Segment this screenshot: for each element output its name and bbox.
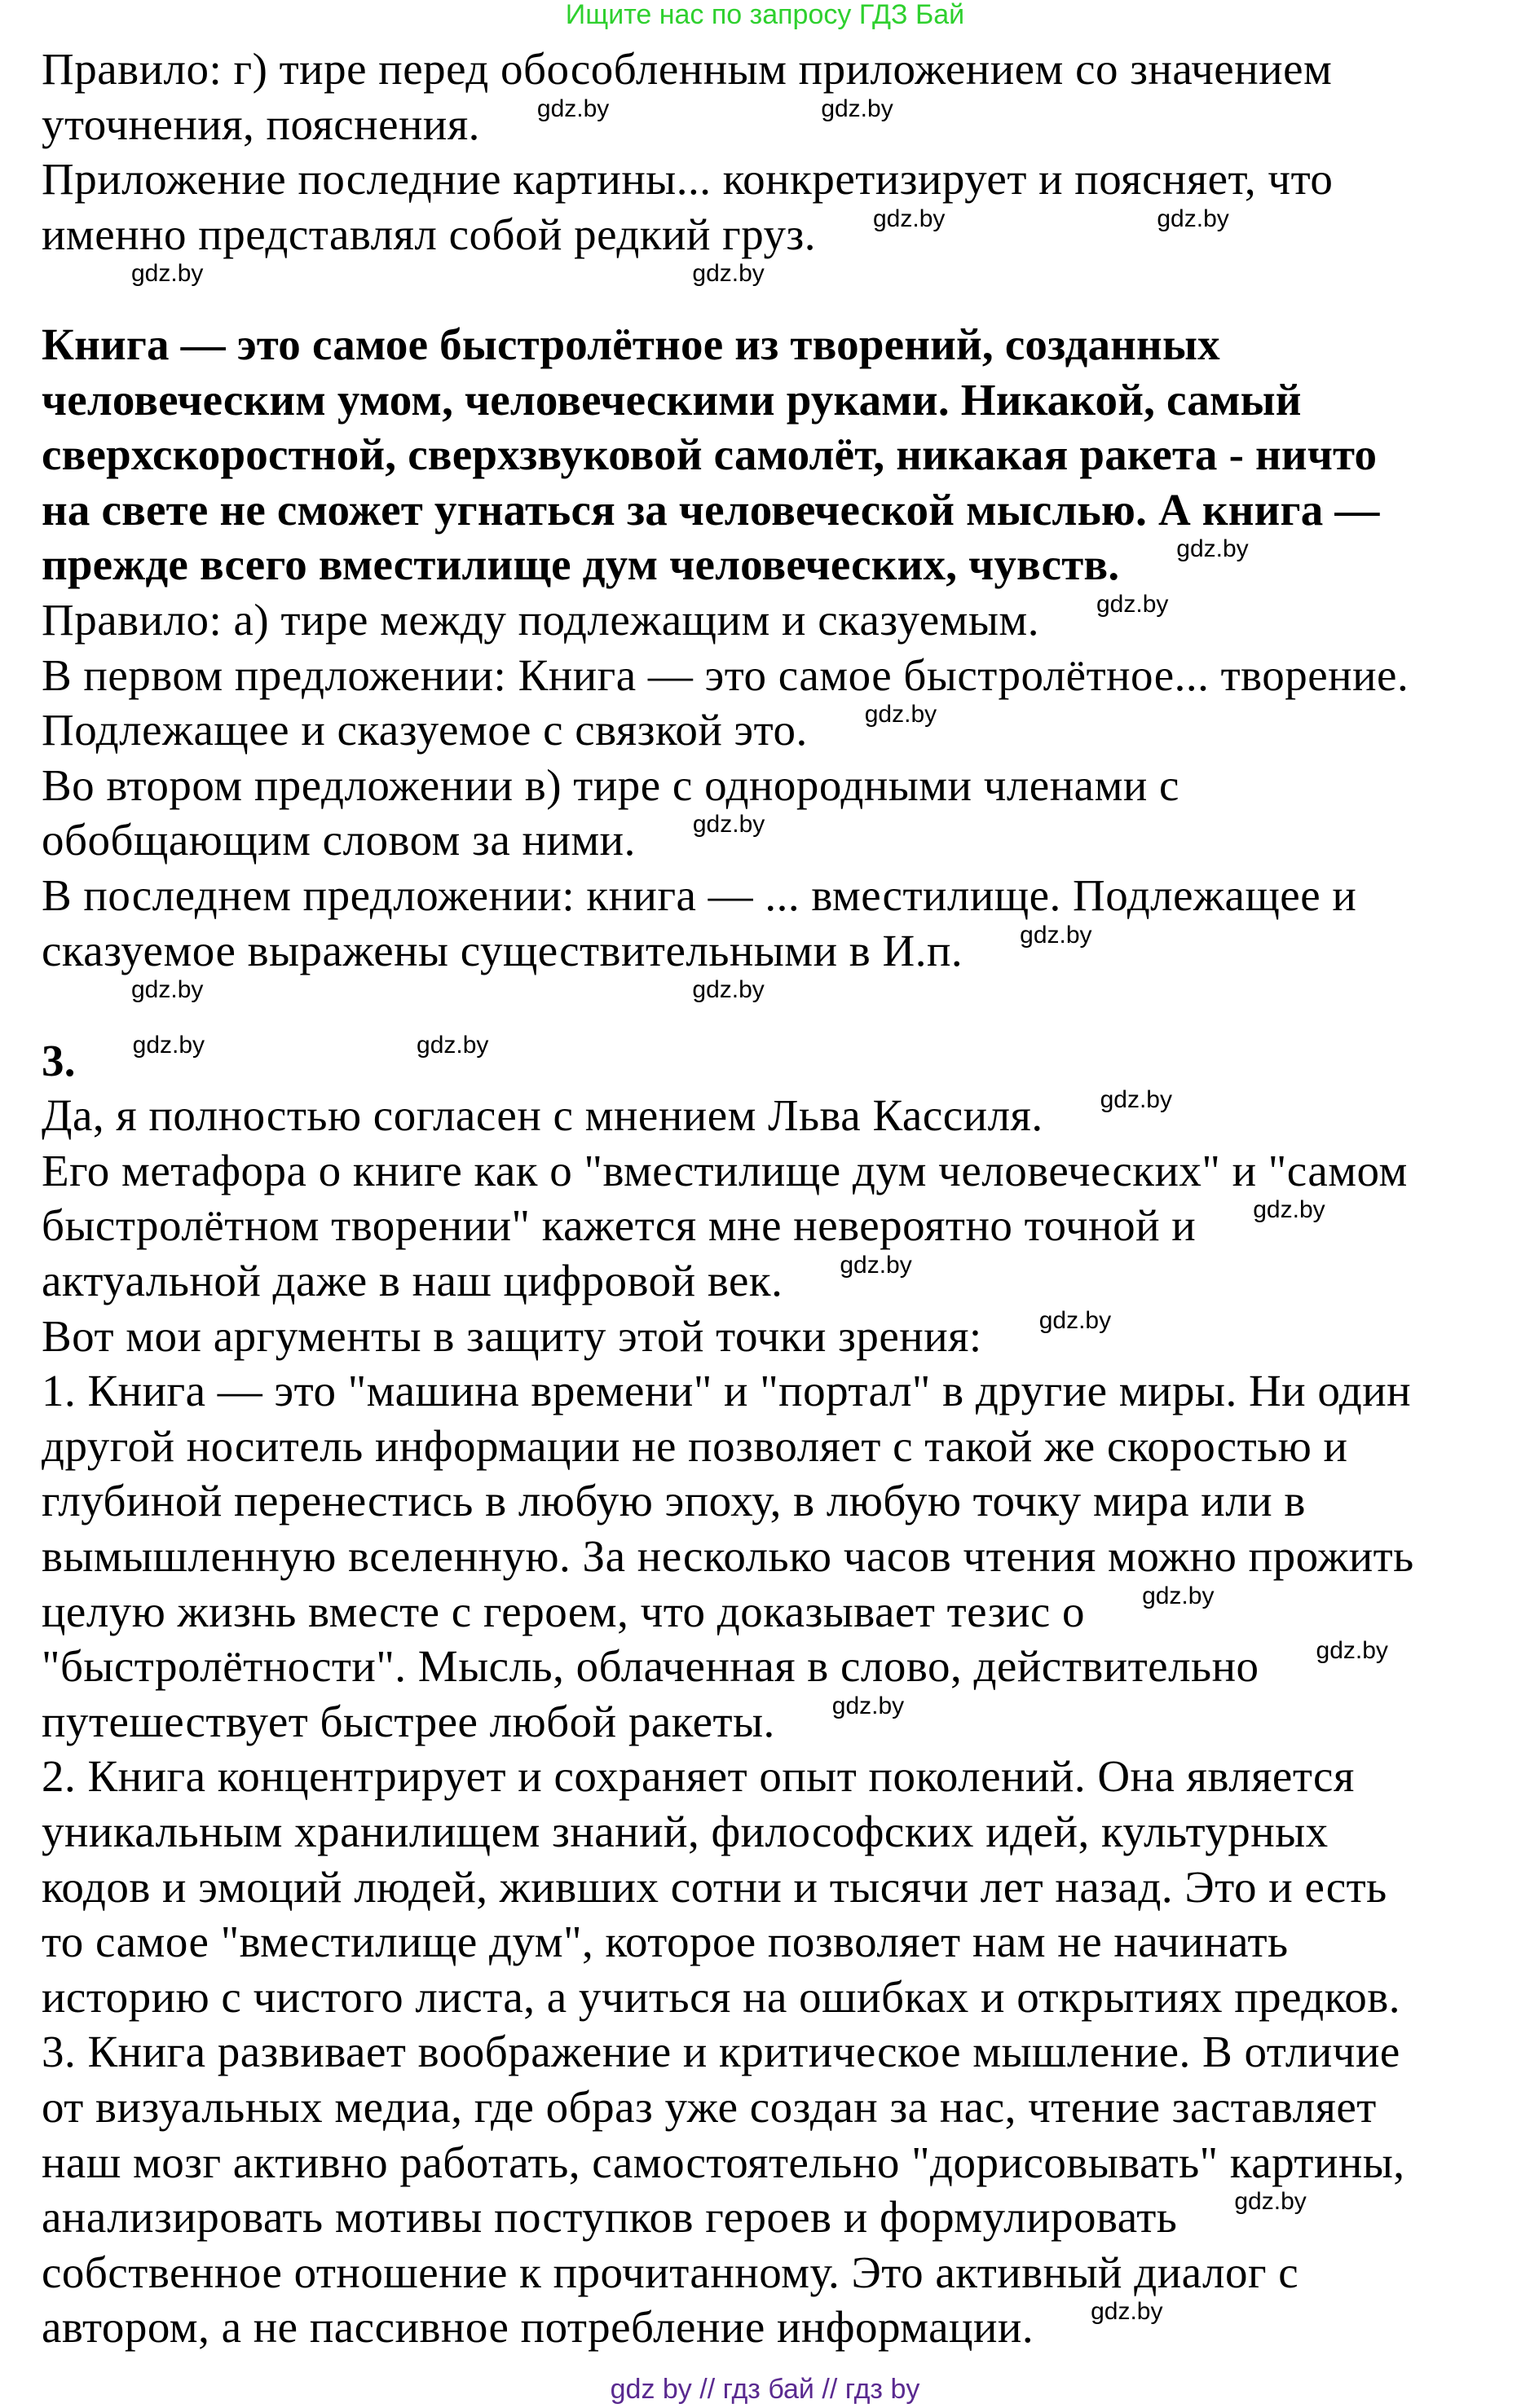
blank-line [42,978,1525,1033]
text-line [42,482,1525,538]
text-line-content: Да, я полностью согласен с мнением Льва Кассиля. [42,1090,1043,1141]
text-line-content: от визуальных медиа, где образ уже создан за нас, чтение заставляет [42,2081,1377,2132]
text-line [42,1253,1525,1309]
text-line [42,1306,1525,1364]
watermark: gdz.by [821,95,893,122]
watermark: gdz.by [1100,1086,1172,1114]
watermark: gdz.by [1020,921,1092,949]
text-line-content: автором, а не пассивное потребление информации. [42,2302,1034,2353]
watermark: gdz.by [1234,2188,1307,2216]
watermark: gdz.by [1316,1637,1388,1665]
text-line-content: наш мозг активно работать, самостоятельно "дорисовывать" картины, [42,2137,1405,2187]
text-line-content: 3. Книга развивает воображение и критическое мышление. В отличие [42,2027,1400,2077]
watermark: gdz.by [132,1031,205,1059]
text-line-content: Подлежащее и сказуемое с связкой это. [42,705,808,755]
text-line [42,42,1525,97]
text-line-content: Во втором предложении в) тире с однородными членами с [42,759,1179,810]
text-line-content: быстролётном творении" кажется мне невероятно точной и [42,1200,1197,1251]
text-line [42,1694,1525,1750]
text-line [42,1860,1525,1915]
text-line-content: Приложение последние картины... конкретизирует и поясняет, что [42,154,1334,205]
watermark: gdz.by [831,1692,905,1719]
text-line-content: Вот мои аргументы в защиту этой точки зрения: [42,1310,982,1361]
text-line-content: именно представлял собой редкий груз. [42,209,816,259]
watermark: gdz.by [536,95,610,122]
text-line-content: прежде всего вместилище дум человеческих, чувств. [42,539,1120,590]
text-line [42,2245,1525,2300]
text-line-content: сверхскоростной, сверхзвуковой самолёт, никакая ракета - ничто [42,429,1378,480]
text-line [42,97,1525,152]
text-line [42,1749,1525,1804]
text-line-content: Правило: г) тире перед обособленным приложением со значением [42,44,1333,94]
text-line-content: сказуемое выражены существительными в И.п. [42,925,963,975]
watermark: gdz.by [1142,1582,1215,1609]
text-line [42,702,1525,758]
watermark: gdz.by [692,976,765,1004]
text-line-content: обобщающим словом за ними. [42,815,636,865]
watermark: gdz.by [1253,1196,1325,1224]
text-line-content: целую жизнь вместе с героем, что доказывает тезис о [42,1586,1086,1636]
watermark: gdz.by [840,1252,912,1279]
text-line [42,923,1525,979]
text-line [42,1088,1525,1143]
watermark: gdz.by [1176,535,1249,563]
text-line [42,372,1525,428]
text-line [42,2300,1525,2355]
text-line-content: историю с чистого листа, а учиться на ошибках и открытиях предков. [42,1971,1400,2022]
text-line [42,868,1525,923]
text-line-content: человеческим умом, человеческими руками. Никакой, самый [42,374,1302,425]
watermark: gdz.by [1157,205,1229,232]
watermark: gdz.by [1091,2298,1163,2326]
text-line [42,1970,1525,2025]
text-line [42,1639,1525,1694]
watermark: gdz.by [417,1031,489,1059]
text-line-content: Книга — это самое быстролётное из творений, созданных [42,319,1220,369]
text-line [42,1419,1525,1474]
text-line-content: Его метафора о книге как о "вместилище дум человеческих" и "самом [42,1145,1408,1195]
watermark: gdz.by [692,260,765,288]
text-line [42,648,1525,703]
text-line [42,207,1525,262]
text-line-content: анализировать мотивы поступков героев и формулировать [42,2192,1178,2243]
footer-banner: gdz by // гдз бай // гдз by [610,2374,920,2405]
text-line-content: В первом предложении: Книга — это самое быстролётное... творение. [42,649,1409,700]
text-line [42,427,1525,482]
text-line [42,1914,1525,1970]
text-line [42,152,1525,207]
text-line-content: Правило: а) тире между подлежащим и сказуемым. [42,594,1039,645]
text-line [42,1033,1525,1089]
text-line-content: на свете не сможет угнаться за человеческой мыслью. А книга — [42,484,1380,535]
text-line [42,812,1525,868]
text-line-content: глубиной перенестись в любую эпоху, в любую точку мира или в [42,1476,1306,1526]
text-line [42,2080,1525,2135]
blank-line [42,262,1525,317]
text-line-content: В последнем предложении: книга — ... вместилище. Подлежащее и [42,869,1357,920]
watermark: gdz.by [692,811,765,839]
text-line [42,592,1525,648]
text-line-content: другой носитель информации не позволяет с такой же скоростью и [42,1420,1348,1471]
watermark: gdz.by [872,205,946,232]
text-line-content: актуальной даже в наш цифровой век. [42,1256,783,1306]
watermark: gdz.by [1096,590,1169,618]
watermark: gdz.by [1038,1306,1112,1334]
text-line [42,1804,1525,1860]
text-line [42,317,1525,372]
watermark: gdz.by [864,701,937,729]
text-line [42,1198,1525,1253]
text-line [42,1363,1525,1419]
text-line-content: 2. Книга концентрирует и сохраняет опыт поколений. Она является [42,1751,1355,1802]
text-line-content: собственное отношение к прочитанному. Это активный диалог с [42,2247,1299,2297]
text-line [42,1473,1525,1529]
text-line-content: 1. Книга — это "машина времени" и "портал" в другие миры. Ни один [42,1366,1412,1416]
text-line [42,1143,1525,1199]
text-line-content: путешествует быстрее любой ракеты. [42,1696,775,1746]
text-line [42,2135,1525,2190]
search-banner: Ищите нас по запросу ГДЗ Бай [565,0,965,30]
answer-text [42,42,1525,2355]
text-line [42,758,1525,813]
text-line-content: кодов и эмоций людей, живших сотни и тысячи лет назад. Это и есть [42,1861,1387,1912]
watermark: gdz.by [131,260,204,288]
text-line [42,537,1525,592]
text-line [42,2024,1525,2080]
text-line [42,2190,1525,2245]
text-line-content: "быстролётности". Мысль, облаченная в слово, действительно [42,1641,1259,1692]
text-line-content: вымышленную вселенную. За несколько часов чтения можно прожить [42,1531,1414,1582]
text-line-content: то самое "вместилище дум", которое позволяет нам не начинать [42,1917,1289,1967]
text-line [42,1584,1525,1640]
text-line [42,1529,1525,1584]
text-line-content: 3. [42,1035,76,1085]
text-line-content: уникальным хранилищем знаний, философских идей, культурных [42,1807,1329,1856]
text-line-content: уточнения, пояснения. [42,99,480,149]
watermark: gdz.by [131,976,204,1004]
